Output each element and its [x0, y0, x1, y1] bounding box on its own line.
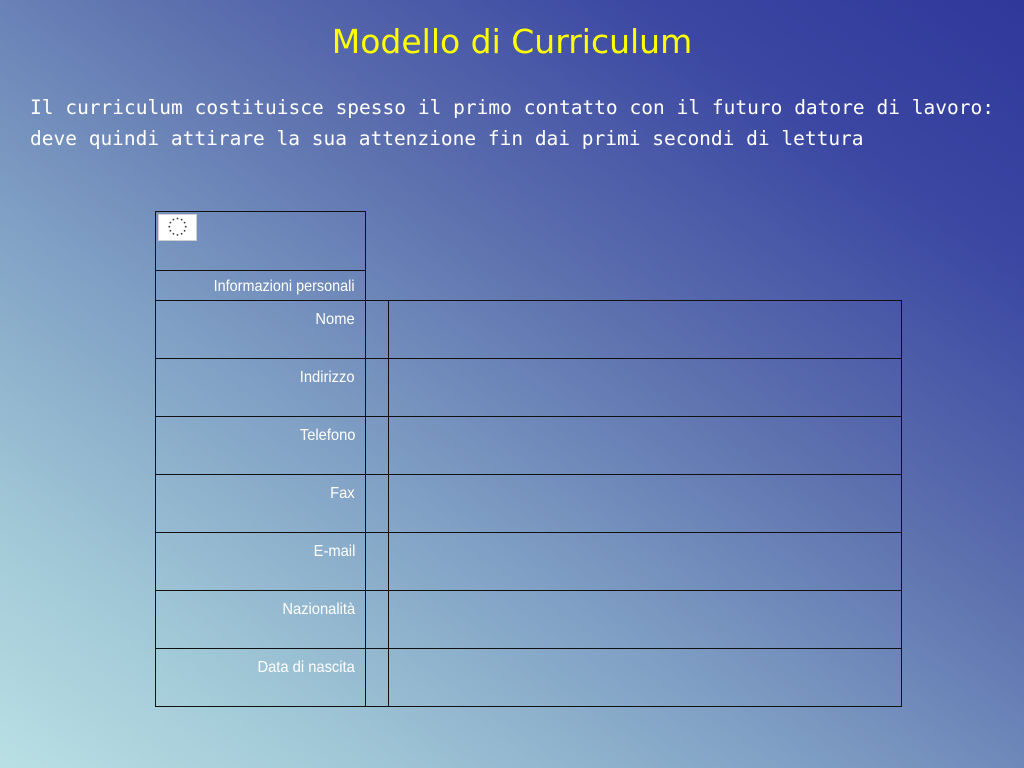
spacer-cell	[366, 475, 389, 533]
table-row	[156, 475, 902, 533]
spacer-cell	[366, 301, 389, 359]
field-label-cell	[156, 359, 366, 417]
field-label-nationality: Nazionalità	[282, 601, 355, 618]
table-row	[156, 591, 902, 649]
field-label-name: Nome	[315, 311, 355, 328]
table-row	[156, 533, 902, 591]
field-label-email: E-mail	[313, 543, 355, 560]
table-row	[156, 301, 902, 359]
field-label-cell	[156, 591, 366, 649]
field-value-phone[interactable]	[389, 417, 902, 475]
field-label-phone: Telefono	[299, 427, 355, 444]
table-row	[156, 359, 902, 417]
eu-flag-icon	[158, 214, 197, 241]
table-row	[156, 649, 902, 707]
field-label-cell	[156, 533, 366, 591]
field-label-address: Indirizzo	[300, 369, 355, 386]
field-value-birthdate[interactable]	[389, 649, 902, 707]
intro-paragraph: Il curriculum costituisce spesso il primo contatto con il futuro datore di lavoro: deve quindi attirare la sua attenzione fin dai primi secondi di lettura	[30, 96, 994, 150]
field-value-fax[interactable]	[389, 475, 902, 533]
field-value-name[interactable]	[389, 301, 902, 359]
spacer-cell	[366, 591, 389, 649]
field-value-address[interactable]	[389, 359, 902, 417]
spacer-cell	[366, 417, 389, 475]
field-value-email[interactable]	[389, 533, 902, 591]
spacer-cell	[366, 649, 389, 707]
spacer-cell	[366, 533, 389, 591]
field-label-cell	[156, 649, 366, 707]
field-label-cell	[156, 417, 366, 475]
section-title: Informazioni personali	[214, 278, 355, 295]
logo-cell	[155, 211, 366, 271]
field-label-cell	[156, 475, 366, 533]
slide-title: Modello di Curriculum	[331, 22, 693, 61]
table-row	[156, 417, 902, 475]
field-label-fax: Fax	[330, 485, 355, 502]
spacer-cell	[366, 359, 389, 417]
field-label-birthdate: Data di nascita	[257, 659, 355, 676]
field-value-nationality[interactable]	[389, 591, 902, 649]
personal-info-table	[155, 300, 902, 707]
section-header	[155, 270, 366, 300]
field-label-cell	[156, 301, 366, 359]
